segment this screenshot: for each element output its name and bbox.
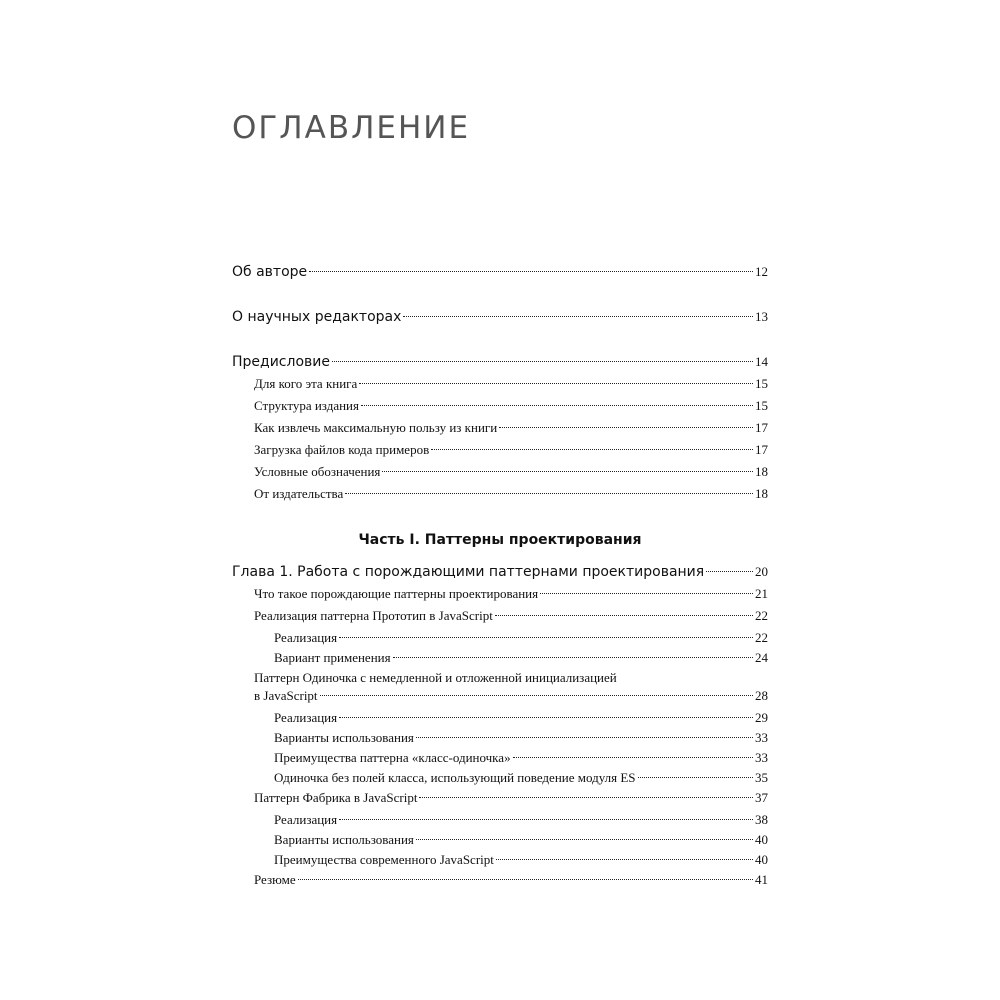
toc-leader-dots	[332, 361, 753, 362]
toc-entry-page: 15	[755, 376, 768, 391]
part-title: Часть I. Паттерны проектирования	[358, 532, 642, 548]
toc-entry	[232, 442, 768, 464]
toc-leader-dots	[339, 819, 753, 820]
page-heading: ОГЛАВЛЕНИЕ	[232, 110, 471, 146]
toc-leader-dots	[416, 737, 753, 738]
toc-entry-page: 41	[755, 872, 768, 887]
toc-entry	[232, 730, 768, 750]
toc-entry-page: 17	[755, 442, 768, 457]
toc-leader-dots	[403, 316, 753, 317]
toc-leader-dots	[638, 777, 753, 778]
toc-entry-title: Реализация	[274, 812, 338, 827]
toc-leader-dots	[393, 657, 753, 658]
toc-entry	[232, 852, 768, 872]
toc-leader-dots	[320, 695, 753, 696]
toc-entry-page: 15	[755, 398, 768, 413]
toc-entry-title: Реализация паттерна Прототип в JavaScript	[254, 608, 493, 623]
toc-entry-title: Варианты использования	[274, 832, 414, 847]
toc-entry-title: О научных редакторах	[232, 309, 402, 325]
toc-entry-page: 24	[755, 650, 768, 665]
toc-entry-page: 33	[755, 730, 768, 745]
toc-entry-page: 21	[755, 586, 768, 601]
toc-entry	[232, 376, 768, 398]
toc-entry	[232, 790, 768, 812]
toc-entry-title: Паттерн Фабрика в JavaScript	[254, 790, 418, 805]
toc-leader-dots	[431, 449, 753, 450]
toc-entry-title-line: в JavaScript	[254, 688, 318, 703]
toc-entry-page: 29	[755, 710, 768, 725]
toc-entry-title: От издательства	[254, 486, 344, 501]
toc-entry-title: Что такое порождающие паттерны проектирования	[254, 586, 539, 601]
toc-entry-page: 22	[755, 608, 768, 623]
toc-leader-dots	[339, 637, 753, 638]
toc-leader-dots	[513, 757, 753, 758]
toc-entry-title: Условные обозначения	[254, 464, 381, 479]
toc-entry-title: Для кого эта книга	[254, 376, 358, 391]
toc-leader-dots	[298, 879, 753, 880]
toc-entry-page: 18	[755, 464, 768, 479]
toc-leader-dots	[496, 859, 753, 860]
toc-entry	[232, 688, 768, 710]
toc-entry-wrapped	[232, 670, 768, 710]
toc-entry-page: 17	[755, 420, 768, 435]
toc-entry-title: Одиночка без полей класса, использующий поведение модуля ES	[274, 770, 636, 785]
toc-entry-page: 33	[755, 750, 768, 765]
toc-entry-title: Варианты использования	[274, 730, 414, 745]
toc-leader-dots	[339, 717, 753, 718]
toc-entry-page: 22	[755, 630, 768, 645]
toc-entry-chapter-1	[232, 564, 768, 586]
toc-entry-title: Об авторе	[232, 264, 308, 280]
toc-entry-title: Преимущества паттерна «класс-одиночка»	[274, 750, 511, 765]
toc-entry	[232, 812, 768, 832]
toc-entry	[232, 650, 768, 670]
toc-leader-dots	[706, 571, 753, 572]
toc-entry	[232, 630, 768, 650]
toc-leader-dots	[499, 427, 753, 428]
toc-entry	[232, 832, 768, 852]
toc-entry	[232, 608, 768, 630]
toc-entry	[232, 750, 768, 770]
toc-entry-title-line: Паттерн Одиночка с немедленной и отложенной инициализацией	[254, 670, 617, 685]
toc-entry-title: Реализация	[274, 630, 338, 645]
toc-entry	[232, 398, 768, 420]
toc-entry	[232, 710, 768, 730]
toc-entry-page: 12	[755, 264, 768, 279]
toc-leader-dots	[382, 471, 753, 472]
toc-entry-page: 38	[755, 812, 768, 827]
toc-entry-title: Глава 1. Работа с порождающими паттернами проектирования	[232, 564, 705, 580]
toc-leader-dots	[361, 405, 753, 406]
toc-entry-title: Загрузка файлов кода примеров	[254, 442, 430, 457]
toc-leader-dots	[495, 615, 753, 616]
toc-entry-page: 40	[755, 832, 768, 847]
toc-entry-page: 13	[755, 309, 768, 324]
toc-entry	[232, 464, 768, 486]
toc-entry-title: Предисловие	[232, 354, 330, 370]
toc-entry-page: 20	[755, 564, 768, 579]
toc-entry-title: Как извлечь максимальную пользу из книги	[254, 420, 498, 435]
toc-entry-title: Резюме	[254, 872, 296, 887]
toc-leader-dots	[359, 383, 753, 384]
toc-entry-reviewers	[232, 309, 768, 331]
toc-entry-page: 40	[755, 852, 768, 867]
toc-entry-about-author	[232, 264, 768, 286]
toc-leader-dots	[309, 271, 753, 272]
toc-leader-dots	[345, 493, 753, 494]
toc-leader-dots	[540, 593, 753, 594]
toc-entry-page: 28	[755, 688, 768, 703]
toc-leader-dots	[419, 797, 753, 798]
toc-entry-title: Вариант применения	[274, 650, 391, 665]
toc-entry	[232, 586, 768, 608]
toc-entry	[232, 486, 768, 508]
toc-entry-title: Реализация	[274, 710, 338, 725]
toc-entry-page: 14	[755, 354, 768, 369]
toc-entry-page: 18	[755, 486, 768, 501]
toc-entry-summary	[232, 872, 768, 894]
toc-leader-dots	[416, 839, 753, 840]
toc-entry	[232, 770, 768, 790]
table-of-contents	[232, 264, 768, 894]
toc-entry-preface	[232, 354, 768, 376]
toc-entry-page: 35	[755, 770, 768, 785]
toc-entry-title: Структура издания	[254, 398, 359, 413]
toc-entry	[232, 420, 768, 442]
toc-entry-title: Преимущества современного JavaScript	[274, 852, 494, 867]
toc-entry-page: 37	[755, 790, 768, 805]
